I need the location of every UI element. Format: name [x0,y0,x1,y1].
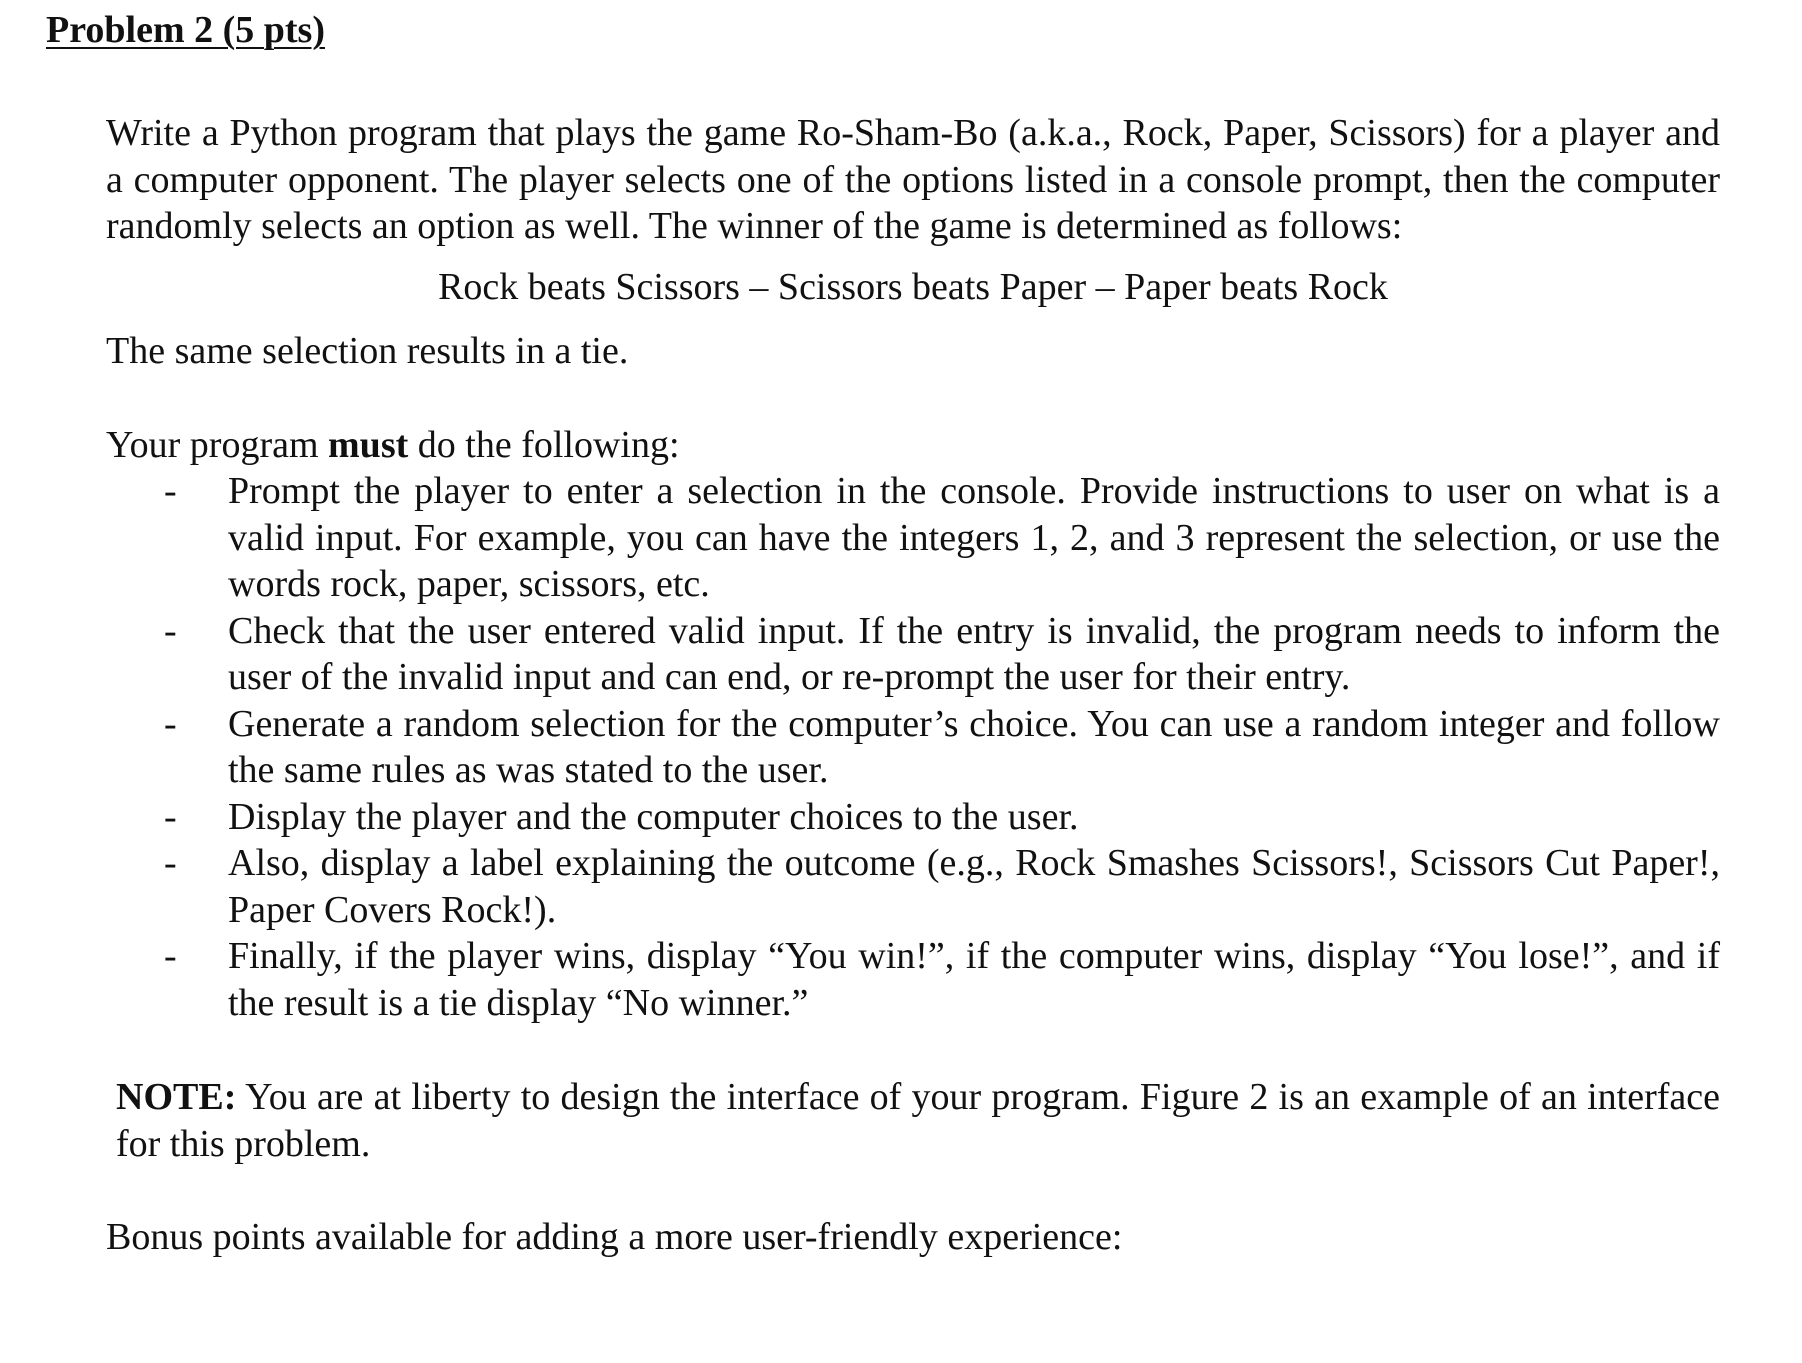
requirement-text: Prompt the player to enter a selection in the console. Provide instructions to user on what is a valid input. For example, you can have the integers 1, 2, and 3 represent the selection, or use the words rock, paper, scissors, etc. [228,470,1720,605]
bullet-dash: - [164,609,177,652]
requirements-list [106,468,1720,1026]
requirement-text: Finally, if the player wins, display “You win!”, if the computer wins, display “You lose!”, and if the result is a tie display “No winner.” [228,935,1720,1024]
requirements-intro-bold: must [328,424,409,466]
bonus-paragraph: Bonus points available for adding a more user-friendly experience: [106,1216,1123,1258]
bullet-dash: - [164,795,177,838]
note-label: NOTE: [116,1076,237,1118]
bullet-dash: - [164,702,177,745]
note-text: You are at liberty to design the interface of your program. Figure 2 is an example of an interface for this problem. [116,1076,1720,1165]
requirement-text: Display the player and the computer choices to the user. [228,795,1079,838]
requirements-intro-after: do the following: [408,424,680,466]
bullet-dash: - [164,935,177,977]
requirement-text: Check that the user entered valid input. If the entry is invalid, the program needs to inform the user of the invalid input and can end, or re-prompt the user for their entry. [228,609,1720,698]
tie-paragraph: The same selection results in a tie. [106,330,629,372]
bullet-dash: - [164,470,177,512]
intro-paragraph: Write a Python program that plays the game Ro-Sham-Bo (a.k.a., Rock, Paper, Scissors) for a player and a computer opponent. The player selects one of the options listed in a console prompt, then the computer randomly selects an option as well. The winner of the game is determined as follows: [106,112,1720,247]
requirements-intro-before: Your program [106,424,329,466]
requirements-intro [106,422,1720,469]
bullet-dash: - [164,842,177,884]
requirement-item [106,701,1720,794]
requirement-item [106,933,1720,1026]
requirement-item [106,608,1720,701]
requirement-text: Also, display a label explaining the outcome (e.g., Rock Smashes Scissors!, Scissors Cut Paper!, Paper Covers Rock!). [228,842,1720,931]
requirement-item [106,794,1720,841]
problem-title: Problem 2 (5 pts) [46,9,325,51]
requirement-text: Generate a random selection for the computer’s choice. You can use a random integer and follow the same rules as was stated to the user. [228,702,1720,791]
requirement-item [106,468,1720,608]
note-paragraph [116,1074,1720,1167]
requirement-item [106,840,1720,933]
rules-line: Rock beats Scissors – Scissors beats Paper – Paper beats Rock [438,266,1388,308]
